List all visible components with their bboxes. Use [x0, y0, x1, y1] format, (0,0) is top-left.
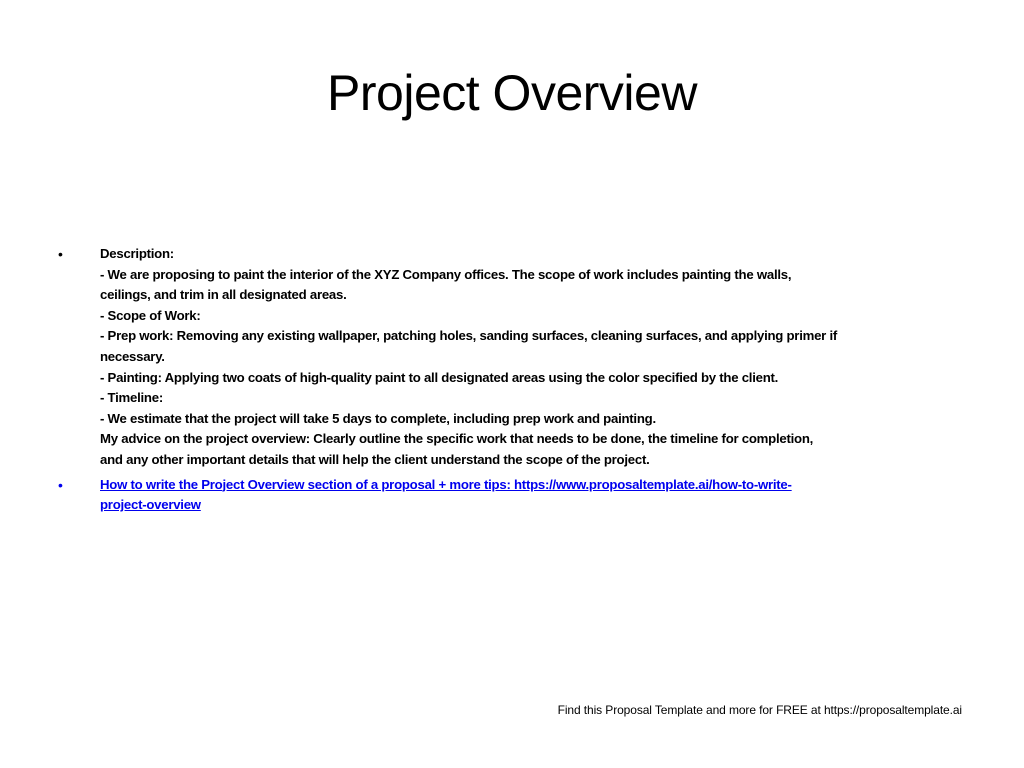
bullet-icon: •	[58, 246, 63, 262]
text-line: ceilings, and trim in all designated areas.	[100, 287, 347, 303]
text-line: - We are proposing to paint the interior of the XYZ Company offices. The scope of work includes painting the walls,	[100, 266, 792, 282]
text-line: necessary.	[100, 348, 165, 364]
text-line: - Painting: Applying two coats of high-quality paint to all designated areas using the color specified by the client.	[100, 369, 779, 385]
text-line: Description:	[100, 246, 174, 261]
proposal-tips-link-continued[interactable]: project-overview	[100, 497, 201, 513]
footer-note: Find this Proposal Template and more for FREE at https://proposaltemplate.ai	[557, 703, 962, 717]
slide-title: Project Overview	[327, 65, 697, 121]
proposal-tips-link[interactable]: How to write the Project Overview section of a proposal + more tips: https://www.proposaltemplate.ai/how-to-write-	[100, 476, 792, 492]
text-line: and any other important details that will help the client understand the scope of the project.	[100, 451, 650, 467]
text-line: - We estimate that the project will take 5 days to complete, including prep work and painting.	[100, 410, 656, 426]
bullet-description	[58, 244, 978, 471]
text-line: - Prep work: Removing any existing wallpaper, patching holes, sanding surfaces, cleaning surfaces, and applying primer if	[100, 328, 838, 344]
text-line: - Timeline:	[100, 390, 163, 406]
slide-body	[58, 244, 978, 516]
text-line: My advice on the project overview: Clearly outline the specific work that needs to be done, the timeline for completion,	[100, 431, 814, 447]
bullet-link	[58, 475, 978, 516]
bullet-icon: •	[58, 476, 63, 493]
text-line: - Scope of Work:	[100, 307, 201, 323]
